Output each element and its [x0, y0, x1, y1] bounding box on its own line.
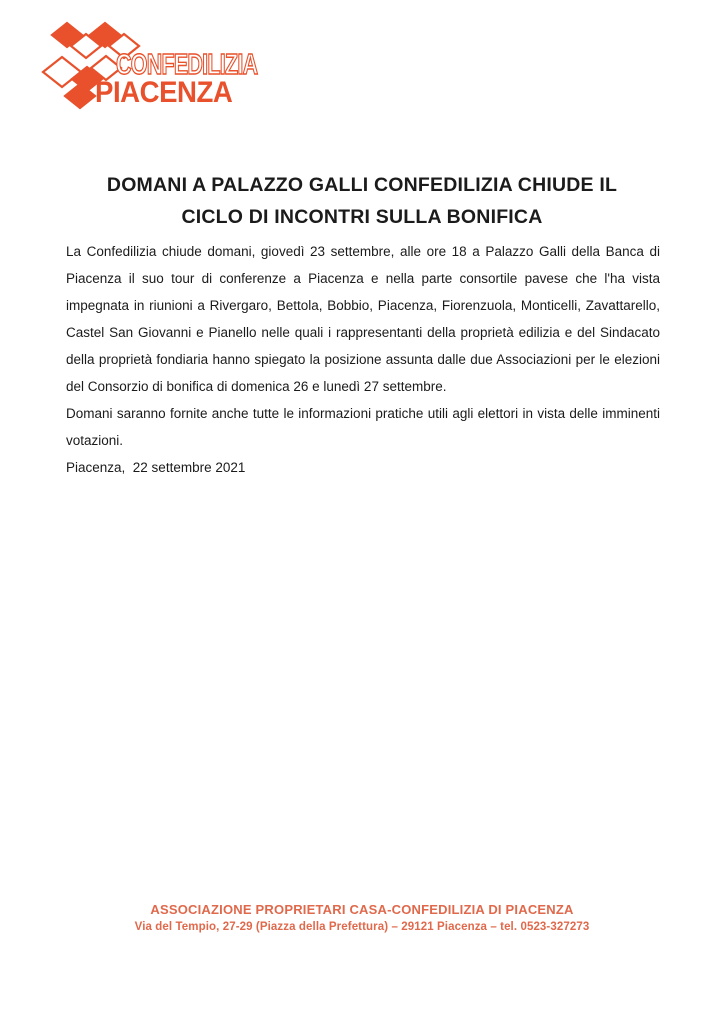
title-line-2: CICLO DI INCONTRI SULLA BONIFICA — [181, 206, 543, 228]
press-release-title — [0, 169, 724, 233]
footer-address-line: Via del Tempio, 27-29 (Piazza della Prefettura) – 29121 Piacenza – tel. 0523-327273 — [134, 921, 590, 933]
press-release-body — [66, 238, 660, 481]
confedilizia-piacenza-logo — [0, 0, 320, 130]
body-paragraph-2: Domani saranno fornite anche tutte le informazioni pratiche utili agli elettori in vista delle imminenti votazioni. — [66, 406, 660, 448]
footer-association-name: ASSOCIAZIONE PROPRIETARI CASA-CONFEDILIZIA DI PIACENZA — [150, 902, 574, 917]
title-line-1: DOMANI A PALAZZO GALLI CONFEDILIZIA CHIUDE IL — [106, 174, 618, 196]
dateline: Piacenza, 22 settembre 2021 — [66, 460, 246, 475]
logo-wordmark: CONFEDILIZIA — [116, 49, 258, 81]
association-footer — [0, 901, 724, 935]
logo-city-label: PIACENZA — [95, 76, 233, 109]
body-paragraph-1: La Confedilizia chiude domani, giovedì 23 settembre, alle ore 18 a Palazzo Galli della Banca di Piacenza il suo tour di conferenze a Piacenza e nella parte consortile pavese che l'ha vista impegnata in riunioni a Rivergaro, Bettola, Bobbio, Piacenza, Fiorenzuola, Monticelli, Zavattarello, Castel San Giovanni e Pianello nelle quali i rappresentanti della proprietà edilizia e del Sindacato della proprietà fondiaria hanno spiegato la posizione assunta dalle due Associazioni per le elezioni del Consorzio di bonifica di domenica 26 e lunedì 27 settembre. — [66, 244, 660, 394]
